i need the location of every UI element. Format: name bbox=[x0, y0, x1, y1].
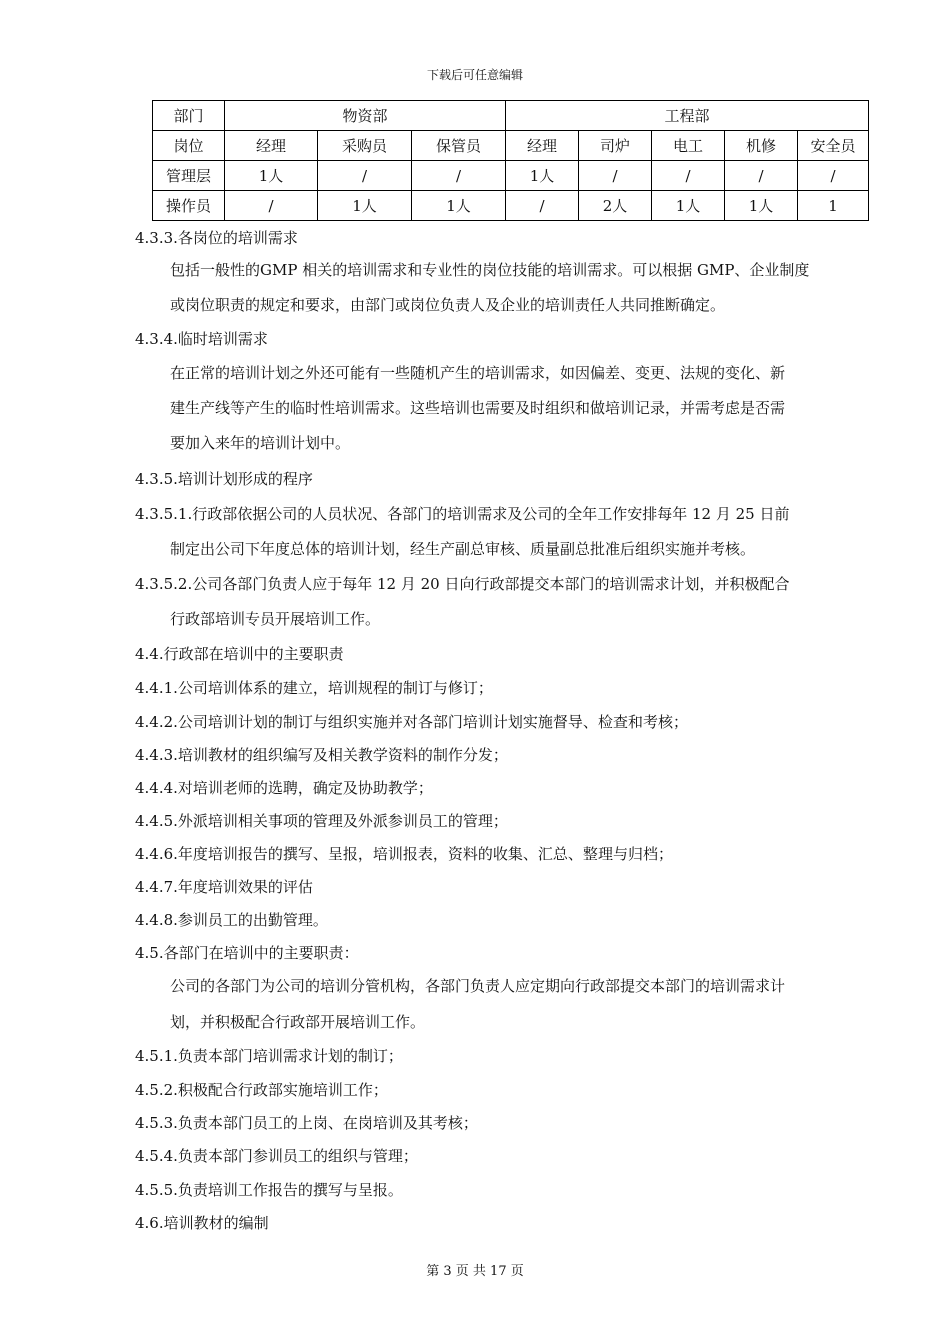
section-heading: 4.3.3.各岗位的培训需求 bbox=[135, 229, 298, 247]
paragraph-line: 建生产线等产生的临时性培训需求。这些培训也需要及时组织和做培训记录，并需考虑是否需 bbox=[170, 399, 786, 417]
section-heading: 4.4.行政部在培训中的主要职责 bbox=[135, 645, 344, 663]
table-cell: / bbox=[725, 161, 798, 191]
table-cell: / bbox=[318, 161, 412, 191]
paragraph-line: 行政部培训专员开展培训工作。 bbox=[170, 610, 381, 628]
paragraph-line: 制定出公司下年度总体的培训计划，经生产副总审核、质量副总批准后组织实施并考核。 bbox=[170, 540, 756, 558]
section-heading: 4.5.各部门在培训中的主要职责： bbox=[135, 944, 359, 962]
list-item: 4.4.3.培训教材的组织编写及相关教学资料的制作分发； bbox=[135, 746, 508, 764]
list-item: 4.4.1.公司培训体系的建立，培训规程的制订与修订； bbox=[135, 679, 493, 697]
table-cell: 司炉 bbox=[579, 131, 652, 161]
staffing-table bbox=[152, 100, 869, 221]
table-cell: 安全员 bbox=[798, 131, 869, 161]
table-cell: 操作员 bbox=[153, 191, 225, 221]
table-cell: 2人 bbox=[579, 191, 652, 221]
table-cell: / bbox=[652, 161, 725, 191]
paragraph-line: 公司的各部门为公司的培训分管机构，各部门负责人应定期向行政部提交本部门的培训需求计 bbox=[170, 977, 786, 995]
table-cell: / bbox=[225, 191, 318, 221]
table-cell: 物资部 bbox=[225, 101, 506, 131]
table-cell: / bbox=[412, 161, 506, 191]
table-cell: / bbox=[506, 191, 579, 221]
paragraph-line: 划，并积极配合行政部开展培训工作。 bbox=[170, 1013, 426, 1031]
section-heading: 4.6.培训教材的编制 bbox=[135, 1214, 269, 1232]
table-cell: 1人 bbox=[412, 191, 506, 221]
table-cell: 1人 bbox=[318, 191, 412, 221]
list-item: 4.4.5.外派培训相关事项的管理及外派参训员工的管理； bbox=[135, 812, 508, 830]
list-item: 4.3.5.2.公司各部门负责人应于每年 12 月 20 日向行政部提交本部门的培训需求计划，并积极配合 bbox=[135, 575, 790, 593]
list-item: 4.5.5.负责培训工作报告的撰写与呈报。 bbox=[135, 1181, 403, 1199]
list-item: 4.5.4.负责本部门参训员工的组织与管理； bbox=[135, 1147, 418, 1165]
paragraph-line: 包括一般性的GMP 相关的培训需求和专业性的岗位技能的培训需求。可以根据 GMP、企业制度 bbox=[170, 261, 810, 279]
list-item: 4.3.5.1.行政部依据公司的人员状况、各部门的培训需求及公司的全年工作安排每年 12 月 25 日前 bbox=[135, 505, 790, 523]
table-cell: 管理层 bbox=[153, 161, 225, 191]
list-item: 4.5.2.积极配合行政部实施培训工作； bbox=[135, 1081, 388, 1099]
list-item: 4.5.3.负责本部门员工的上岗、在岗培训及其考核； bbox=[135, 1114, 478, 1132]
table-cell: 1 bbox=[798, 191, 869, 221]
table-cell: 工程部 bbox=[506, 101, 869, 131]
page-header: 下载后可任意编辑 bbox=[426, 68, 523, 82]
table-cell: 采购员 bbox=[318, 131, 412, 161]
table-cell: 1人 bbox=[652, 191, 725, 221]
list-item: 4.5.1.负责本部门培训需求计划的制订； bbox=[135, 1047, 403, 1065]
table-row bbox=[153, 101, 869, 131]
table-cell: 1人 bbox=[225, 161, 318, 191]
table-cell: 机修 bbox=[725, 131, 798, 161]
list-item: 4.4.2.公司培训计划的制订与组织实施并对各部门培训计划实施督导、检查和考核； bbox=[135, 713, 688, 731]
table-cell: 1人 bbox=[506, 161, 579, 191]
paragraph-line: 要加入来年的培训计划中。 bbox=[170, 434, 351, 452]
paragraph-line: 或岗位职责的规定和要求，由部门或岗位负责人及企业的培训责任人共同推断确定。 bbox=[170, 296, 726, 314]
table-cell: 经理 bbox=[506, 131, 579, 161]
list-item: 4.4.8.参训员工的出勤管理。 bbox=[135, 911, 328, 929]
page-number: 第 3 页 共 17 页 bbox=[426, 1264, 524, 1279]
table-cell: 部门 bbox=[153, 101, 225, 131]
table-cell: 电工 bbox=[652, 131, 725, 161]
list-item: 4.4.6.年度培训报告的撰写、呈报，培训报表，资料的收集、汇总、整理与归档； bbox=[135, 845, 673, 863]
list-item: 4.4.7.年度培训效果的评估 bbox=[135, 878, 313, 896]
section-heading: 4.3.4.临时培训需求 bbox=[135, 330, 268, 348]
list-item: 4.4.4.对培训老师的选聘，确定及协助教学； bbox=[135, 779, 433, 797]
table-cell: 保管员 bbox=[412, 131, 506, 161]
table-cell: / bbox=[579, 161, 652, 191]
table-cell: 1人 bbox=[725, 191, 798, 221]
section-heading: 4.3.5.培训计划形成的程序 bbox=[135, 470, 313, 488]
table-row bbox=[153, 131, 869, 161]
table-cell: 经理 bbox=[225, 131, 318, 161]
paragraph-line: 在正常的培训计划之外还可能有一些随机产生的培训需求，如因偏差、变更、法规的变化、新 bbox=[170, 364, 786, 382]
table-row bbox=[153, 191, 869, 221]
table-cell: 岗位 bbox=[153, 131, 225, 161]
table-row bbox=[153, 161, 869, 191]
table-cell: / bbox=[798, 161, 869, 191]
